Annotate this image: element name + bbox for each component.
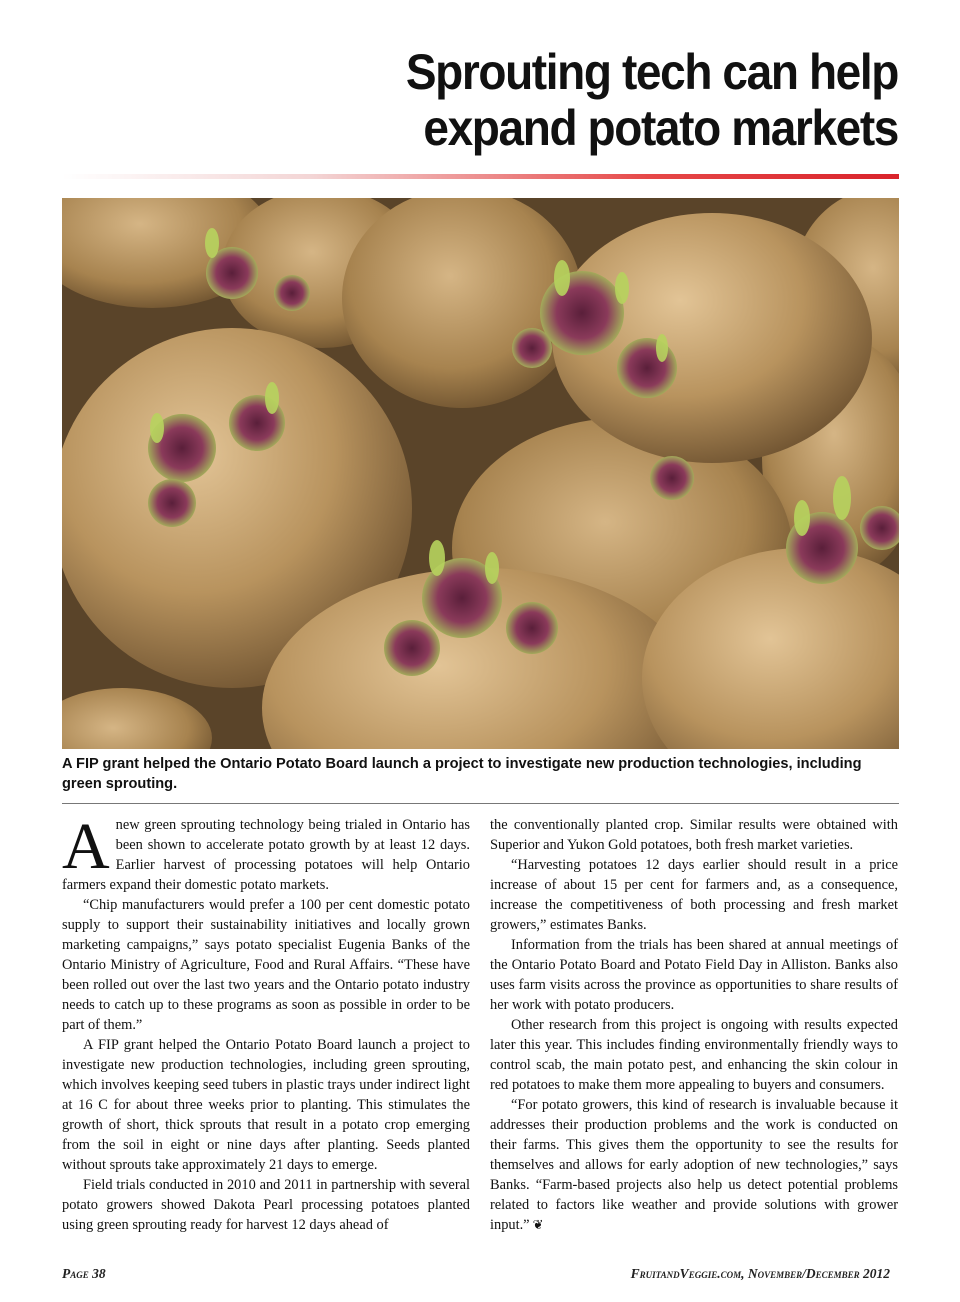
publication-footer: FruitandVeggie.com, November/December 2012 <box>630 1266 890 1281</box>
headline <box>254 44 898 156</box>
sprouting-potatoes-photo <box>62 198 899 749</box>
article-paragraph: Field trials conducted in 2010 and 2011 in partnership with several potato growers showed Dakota Pearl processing potatoes planted using green sprouting ready for harvest 12 days ahead of <box>62 1177 470 1233</box>
potato-photo-illustration <box>62 198 899 749</box>
caption-divider <box>62 803 899 804</box>
article-paragraph: A FIP grant helped the Ontario Potato Board launch a project to investigate new production technologies, including green sprouting, which involves keeping seed tubers in plastic trays under indirect light at 16 C for about three weeks prior to planting. This stimulates the growth of short, thick sprouts that result in a potato crop emerging from the soil in eight or nine days after planting. Seeds planted without sprouts take approximately 21 days to emerge. <box>62 1037 470 1173</box>
headline-line-2: expand potato markets <box>423 100 898 156</box>
end-mark-icon: ❦ <box>532 1217 544 1232</box>
article-paragraph-text: “For potato growers, this kind of research is invaluable because it addresses their production problems and the work is conducted on their farms. This gives them the opportunity to see the results for themselves and allows for early adoption of new technologies,” says Banks. “Farm-based projects also help us detect potential problems related to factors like weather and provide solutions with grower input.” <box>490 1097 898 1233</box>
article-column-left <box>62 810 470 1235</box>
article-paragraph-text: new green sprouting technology being trialed in Ontario has been shown to accelerate potato growth by at least 12 days. Earlier harvest of processing potatoes will help Ontario farmers expand their domestic potato markets. <box>62 817 470 893</box>
article-paragraph <box>62 810 470 895</box>
article-paragraph: “Harvesting potatoes 12 days earlier should result in a price increase of about 15 per cent for farmers and, as a consequence, increase the competitiveness of both processing and fresh market growers,” estimates Banks. <box>490 857 898 933</box>
page-number: Page 38 <box>62 1266 106 1281</box>
article-paragraph: “Chip manufacturers would prefer a 100 per cent domestic potato supply to support their sustainability initiatives and locally grown marketing campaigns,” says potato specialist Eugenia Banks of the Ontario Ministry of Agriculture, Food and Rural Affairs. “These have been rolled out over the last two years and the Ontario potato industry needs to catch up to these programs as soon as possible in order to be part of them.” <box>62 897 470 1033</box>
drop-cap: A <box>62 810 110 883</box>
article-paragraph: Information from the trials has been shared at annual meetings of the Ontario Potato Board and Potato Field Day in Alliston. Banks also uses farm visits across the province as opportunities to share results of her work with potato producers. <box>490 937 898 1013</box>
photo-caption: A FIP grant helped the Ontario Potato Board launch a project to investigate new production technologies, including green sprouting. <box>62 756 862 792</box>
article-paragraph <box>490 1095 898 1235</box>
article-paragraph: the conventionally planted crop. Similar results were obtained with Superior and Yukon Gold potatoes, both fresh market varieties. <box>490 817 898 853</box>
article-paragraph: Other research from this project is ongoing with results expected later this year. This includes finding environmentally friendly ways to control scab, the main potato pest, and enhancing the skin colour in red potatoes to make them more appealing to buyers and consumers. <box>490 1017 898 1093</box>
headline-line-1: Sprouting tech can help <box>405 44 898 100</box>
article-column-right <box>490 815 898 1235</box>
headline-rule <box>62 174 899 179</box>
